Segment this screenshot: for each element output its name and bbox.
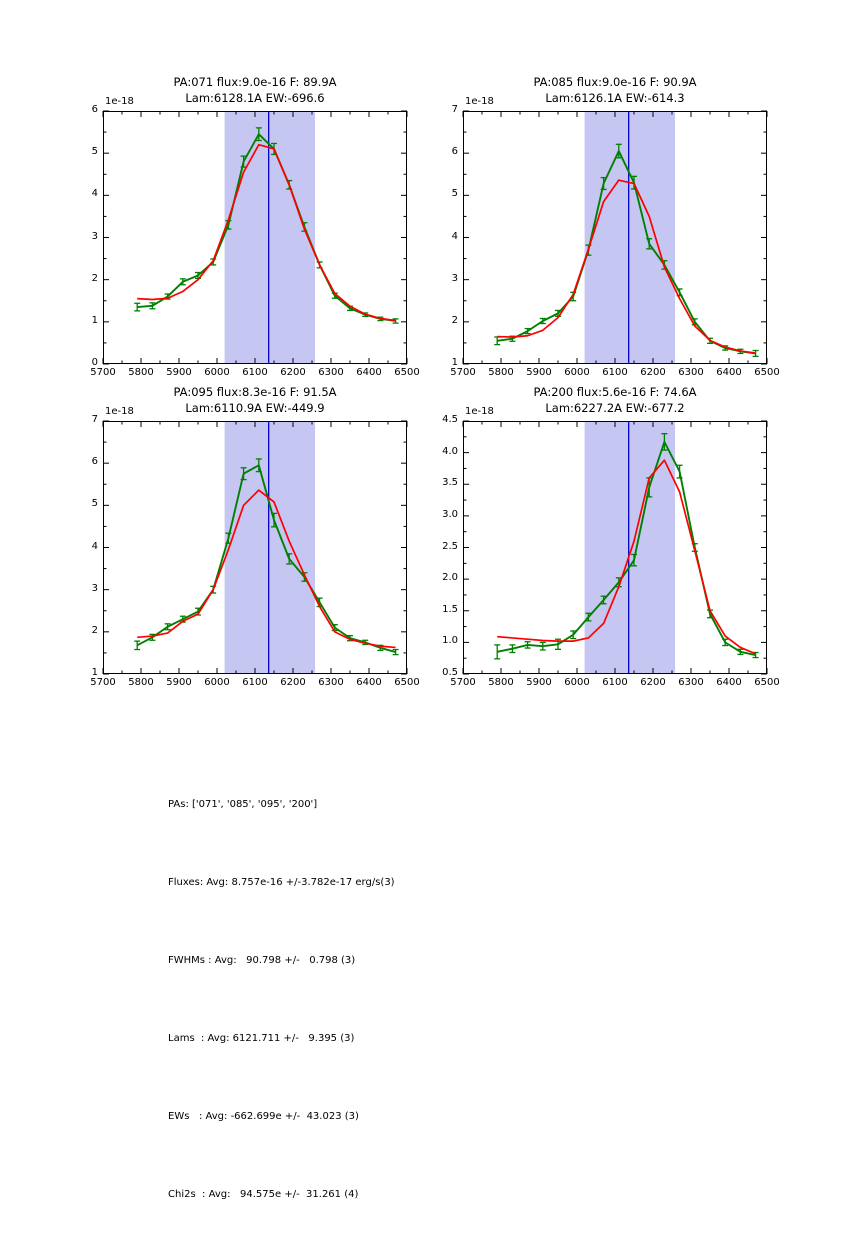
subplot-title-line1: PA:071 flux:9.0e-16 F: 89.9A: [173, 75, 337, 89]
y-axis-offset-label: 1e-18: [105, 406, 134, 417]
subplot-title-line1: PA:085 flux:9.0e-16 F: 90.9A: [533, 75, 697, 89]
y-tick-label: 1.5: [442, 603, 458, 615]
x-tick-label: 6400: [716, 677, 742, 688]
fit-window-band: [225, 111, 315, 364]
y-tick-label: 2: [91, 272, 98, 284]
y-tick-label: 0: [91, 357, 98, 368]
y-tick-label: 1: [91, 667, 98, 678]
x-tick-label: 6300: [318, 367, 344, 378]
x-tick-label: 5800: [128, 367, 154, 378]
x-tick-label: 6000: [564, 677, 590, 688]
y-tick-label: 7: [451, 104, 458, 115]
x-tick-label: 6100: [242, 367, 268, 378]
x-tick-label: 6000: [204, 677, 230, 688]
y-tick-label: 0.5: [442, 667, 458, 678]
summary-line-pas: PAs: ['071', '085', '095', '200']: [168, 799, 318, 810]
x-tick-label: 6200: [640, 367, 666, 378]
x-tick-label: 6400: [716, 367, 742, 378]
subplot-title-line2: Lam:6126.1A EW:-614.3: [545, 91, 685, 105]
subplot-title-line2: Lam:6110.9A EW:-449.9: [185, 401, 325, 415]
x-tick-label: 6200: [280, 677, 306, 688]
subplot-pa-071: [90, 75, 420, 378]
y-tick-label: 1: [451, 357, 458, 368]
x-tick-label: 5800: [488, 677, 514, 688]
y-tick-label: 2: [91, 624, 98, 636]
y-tick-label: 6: [91, 456, 98, 468]
y-tick-label: 2.5: [442, 540, 458, 552]
x-tick-label: 5800: [488, 367, 514, 378]
subplot-pa-085: [450, 75, 780, 378]
x-tick-label: 5900: [166, 677, 192, 688]
x-tick-label: 6000: [204, 367, 230, 378]
y-axis-offset-label: 1e-18: [105, 96, 134, 107]
x-tick-label: 6000: [564, 367, 590, 378]
x-tick-label: 6400: [356, 677, 382, 688]
subplot-title-line2: Lam:6227.2A EW:-677.2: [545, 401, 685, 415]
x-tick-label: 5900: [526, 677, 552, 688]
x-tick-label: 6400: [356, 367, 382, 378]
y-tick-label: 1: [91, 314, 98, 326]
y-tick-label: 4: [451, 230, 458, 242]
y-tick-label: 5: [91, 498, 98, 510]
y-tick-label: 4.5: [442, 414, 458, 425]
plot-canvas: [103, 421, 407, 674]
plot-canvas: [463, 421, 767, 674]
x-tick-label: 6500: [754, 677, 780, 688]
subplot-pa-200: [442, 385, 780, 688]
x-tick-label: 6500: [754, 367, 780, 378]
x-tick-label: 5700: [450, 677, 476, 688]
x-tick-label: 6300: [318, 677, 344, 688]
fit-window-band: [585, 111, 675, 364]
y-tick-label: 1.0: [442, 635, 458, 647]
subplot-title-line2: Lam:6128.1A EW:-696.6: [185, 91, 325, 105]
summary-line-fluxes: Fluxes: Avg: 8.757e-16 +/-3.782e-17 erg/s(3): [168, 877, 395, 888]
y-tick-label: 3: [91, 230, 98, 242]
y-tick-label: 4: [91, 188, 98, 200]
x-tick-label: 5900: [166, 367, 192, 378]
y-tick-label: 3.0: [442, 508, 458, 520]
x-tick-label: 6500: [394, 677, 420, 688]
summary-line-ews: EWs : Avg: -662.699e +/- 43.023 (3): [168, 1111, 359, 1122]
x-tick-label: 6100: [602, 367, 628, 378]
y-axis-offset-label: 1e-18: [465, 406, 494, 417]
x-tick-label: 6500: [394, 367, 420, 378]
fit-window-band: [225, 421, 315, 674]
plot-canvas: [103, 111, 407, 364]
x-tick-label: 5900: [526, 367, 552, 378]
summary-text: [168, 740, 395, 1260]
y-tick-label: 2.0: [442, 572, 458, 584]
x-tick-label: 6300: [678, 367, 704, 378]
y-tick-label: 5: [91, 146, 98, 158]
x-tick-label: 5700: [90, 677, 116, 688]
y-tick-label: 6: [91, 104, 98, 115]
y-tick-label: 3: [91, 582, 98, 594]
y-tick-label: 6: [451, 146, 458, 158]
x-tick-label: 6300: [678, 677, 704, 688]
subplot-title-line1: PA:095 flux:8.3e-16 F: 91.5A: [173, 385, 337, 399]
y-tick-label: 3: [451, 272, 458, 284]
subplot-title-line1: PA:200 flux:5.6e-16 F: 74.6A: [533, 385, 697, 399]
summary-line-fwhms: FWHMs : Avg: 90.798 +/- 0.798 (3): [168, 955, 356, 966]
y-tick-label: 4.0: [442, 445, 458, 457]
x-tick-label: 6200: [640, 677, 666, 688]
y-axis-offset-label: 1e-18: [465, 96, 494, 107]
y-tick-label: 7: [91, 414, 98, 425]
x-tick-label: 6100: [242, 677, 268, 688]
y-tick-label: 2: [451, 314, 458, 326]
x-tick-label: 6200: [280, 367, 306, 378]
x-tick-label: 5800: [128, 677, 154, 688]
summary-line-lams: Lams : Avg: 6121.711 +/- 9.395 (3): [168, 1033, 355, 1044]
x-tick-label: 5700: [90, 367, 116, 378]
subplot-pa-095: [90, 385, 420, 688]
x-tick-label: 6100: [602, 677, 628, 688]
summary-line-chi2s: Chi2s : Avg: 94.575e +/- 31.261 (4): [168, 1189, 359, 1200]
x-tick-label: 5700: [450, 367, 476, 378]
fit-window-band: [585, 421, 675, 674]
plot-canvas: [463, 111, 767, 364]
y-tick-label: 3.5: [442, 477, 458, 489]
y-tick-label: 5: [451, 188, 458, 200]
y-tick-label: 4: [91, 540, 98, 552]
